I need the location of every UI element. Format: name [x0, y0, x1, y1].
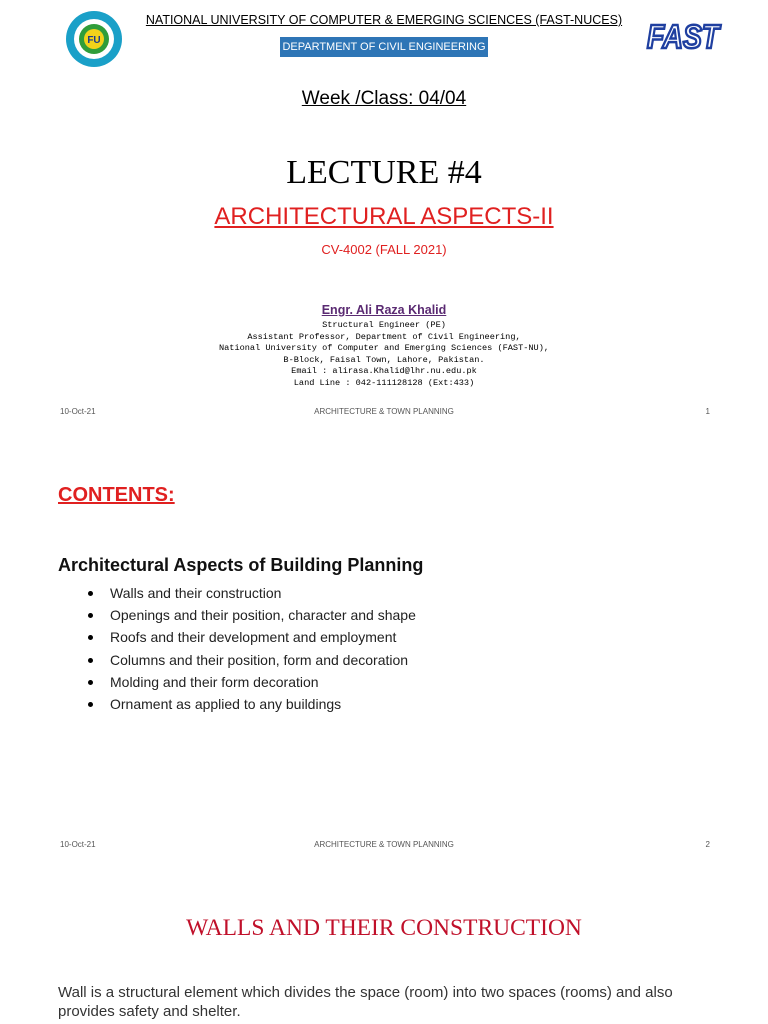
fast-logo-text: FAST	[647, 18, 722, 55]
seal-monogram: FU	[87, 35, 101, 46]
slide2-footer-title: ARCHITECTURE & TOWN PLANNING	[314, 840, 454, 849]
lecture-title: LECTURE #4	[286, 154, 482, 191]
slide2-page-number: 2	[705, 840, 710, 849]
contents-item: Ornament as applied to any buildings	[86, 695, 416, 717]
department-badge: DEPARTMENT OF CIVIL ENGINEERING	[280, 37, 488, 57]
author-details	[0, 320, 768, 390]
author-email: Email : alirasa.Khalid@lhr.nu.edu.pk	[291, 366, 477, 377]
author-detail-line: Assistant Professor, Department of Civil Engineering,	[247, 331, 521, 342]
course-code: CV-4002 (FALL 2021)	[321, 242, 447, 257]
slide2-footer-date: 10-Oct-21	[60, 840, 96, 849]
slide1-footer-title: ARCHITECTURE & TOWN PLANNING	[314, 407, 454, 416]
contents-list	[86, 584, 416, 717]
contents-subheading: Architectural Aspects of Building Planning	[58, 555, 424, 575]
fast-logo	[645, 18, 721, 54]
university-name: NATIONAL UNIVERSITY OF COMPUTER & EMERGING SCIENCES (FAST-NUCES)	[145, 13, 623, 27]
author-detail-line: National University of Computer and Emerging Sciences (FAST-NU),	[218, 343, 550, 354]
author-phone: Land Line : 042-111128128 (Ext:433)	[293, 377, 475, 388]
contents-item: Roofs and their development and employment	[86, 628, 416, 650]
author-detail-line: B-Block, Faisal Town, Lahore, Pakistan.	[283, 354, 485, 365]
author-name: Engr. Ali Raza Khalid	[321, 303, 447, 317]
walls-heading: WALLS AND THEIR CONSTRUCTION	[186, 915, 582, 941]
slide1-page-number: 1	[705, 407, 710, 416]
slide1-footer-date: 10-Oct-21	[60, 407, 96, 416]
author-detail-line: Structural Engineer (PE)	[322, 320, 446, 330]
contents-item: Openings and their position, character and shape	[86, 606, 416, 628]
contents-item: Columns and their position, form and decoration	[86, 651, 416, 673]
contents-heading: CONTENTS:	[58, 484, 175, 506]
lecture-topic: ARCHITECTURAL ASPECTS-II	[214, 203, 554, 230]
week-class: Week /Class: 04/04	[301, 88, 467, 109]
contents-item: Walls and their construction	[86, 584, 416, 606]
walls-paragraph: Wall is a structural element which divides the space (room) into two spaces (rooms) and also provides safety and shelter.	[58, 984, 673, 1020]
contents-item: Molding and their form decoration	[86, 673, 416, 695]
